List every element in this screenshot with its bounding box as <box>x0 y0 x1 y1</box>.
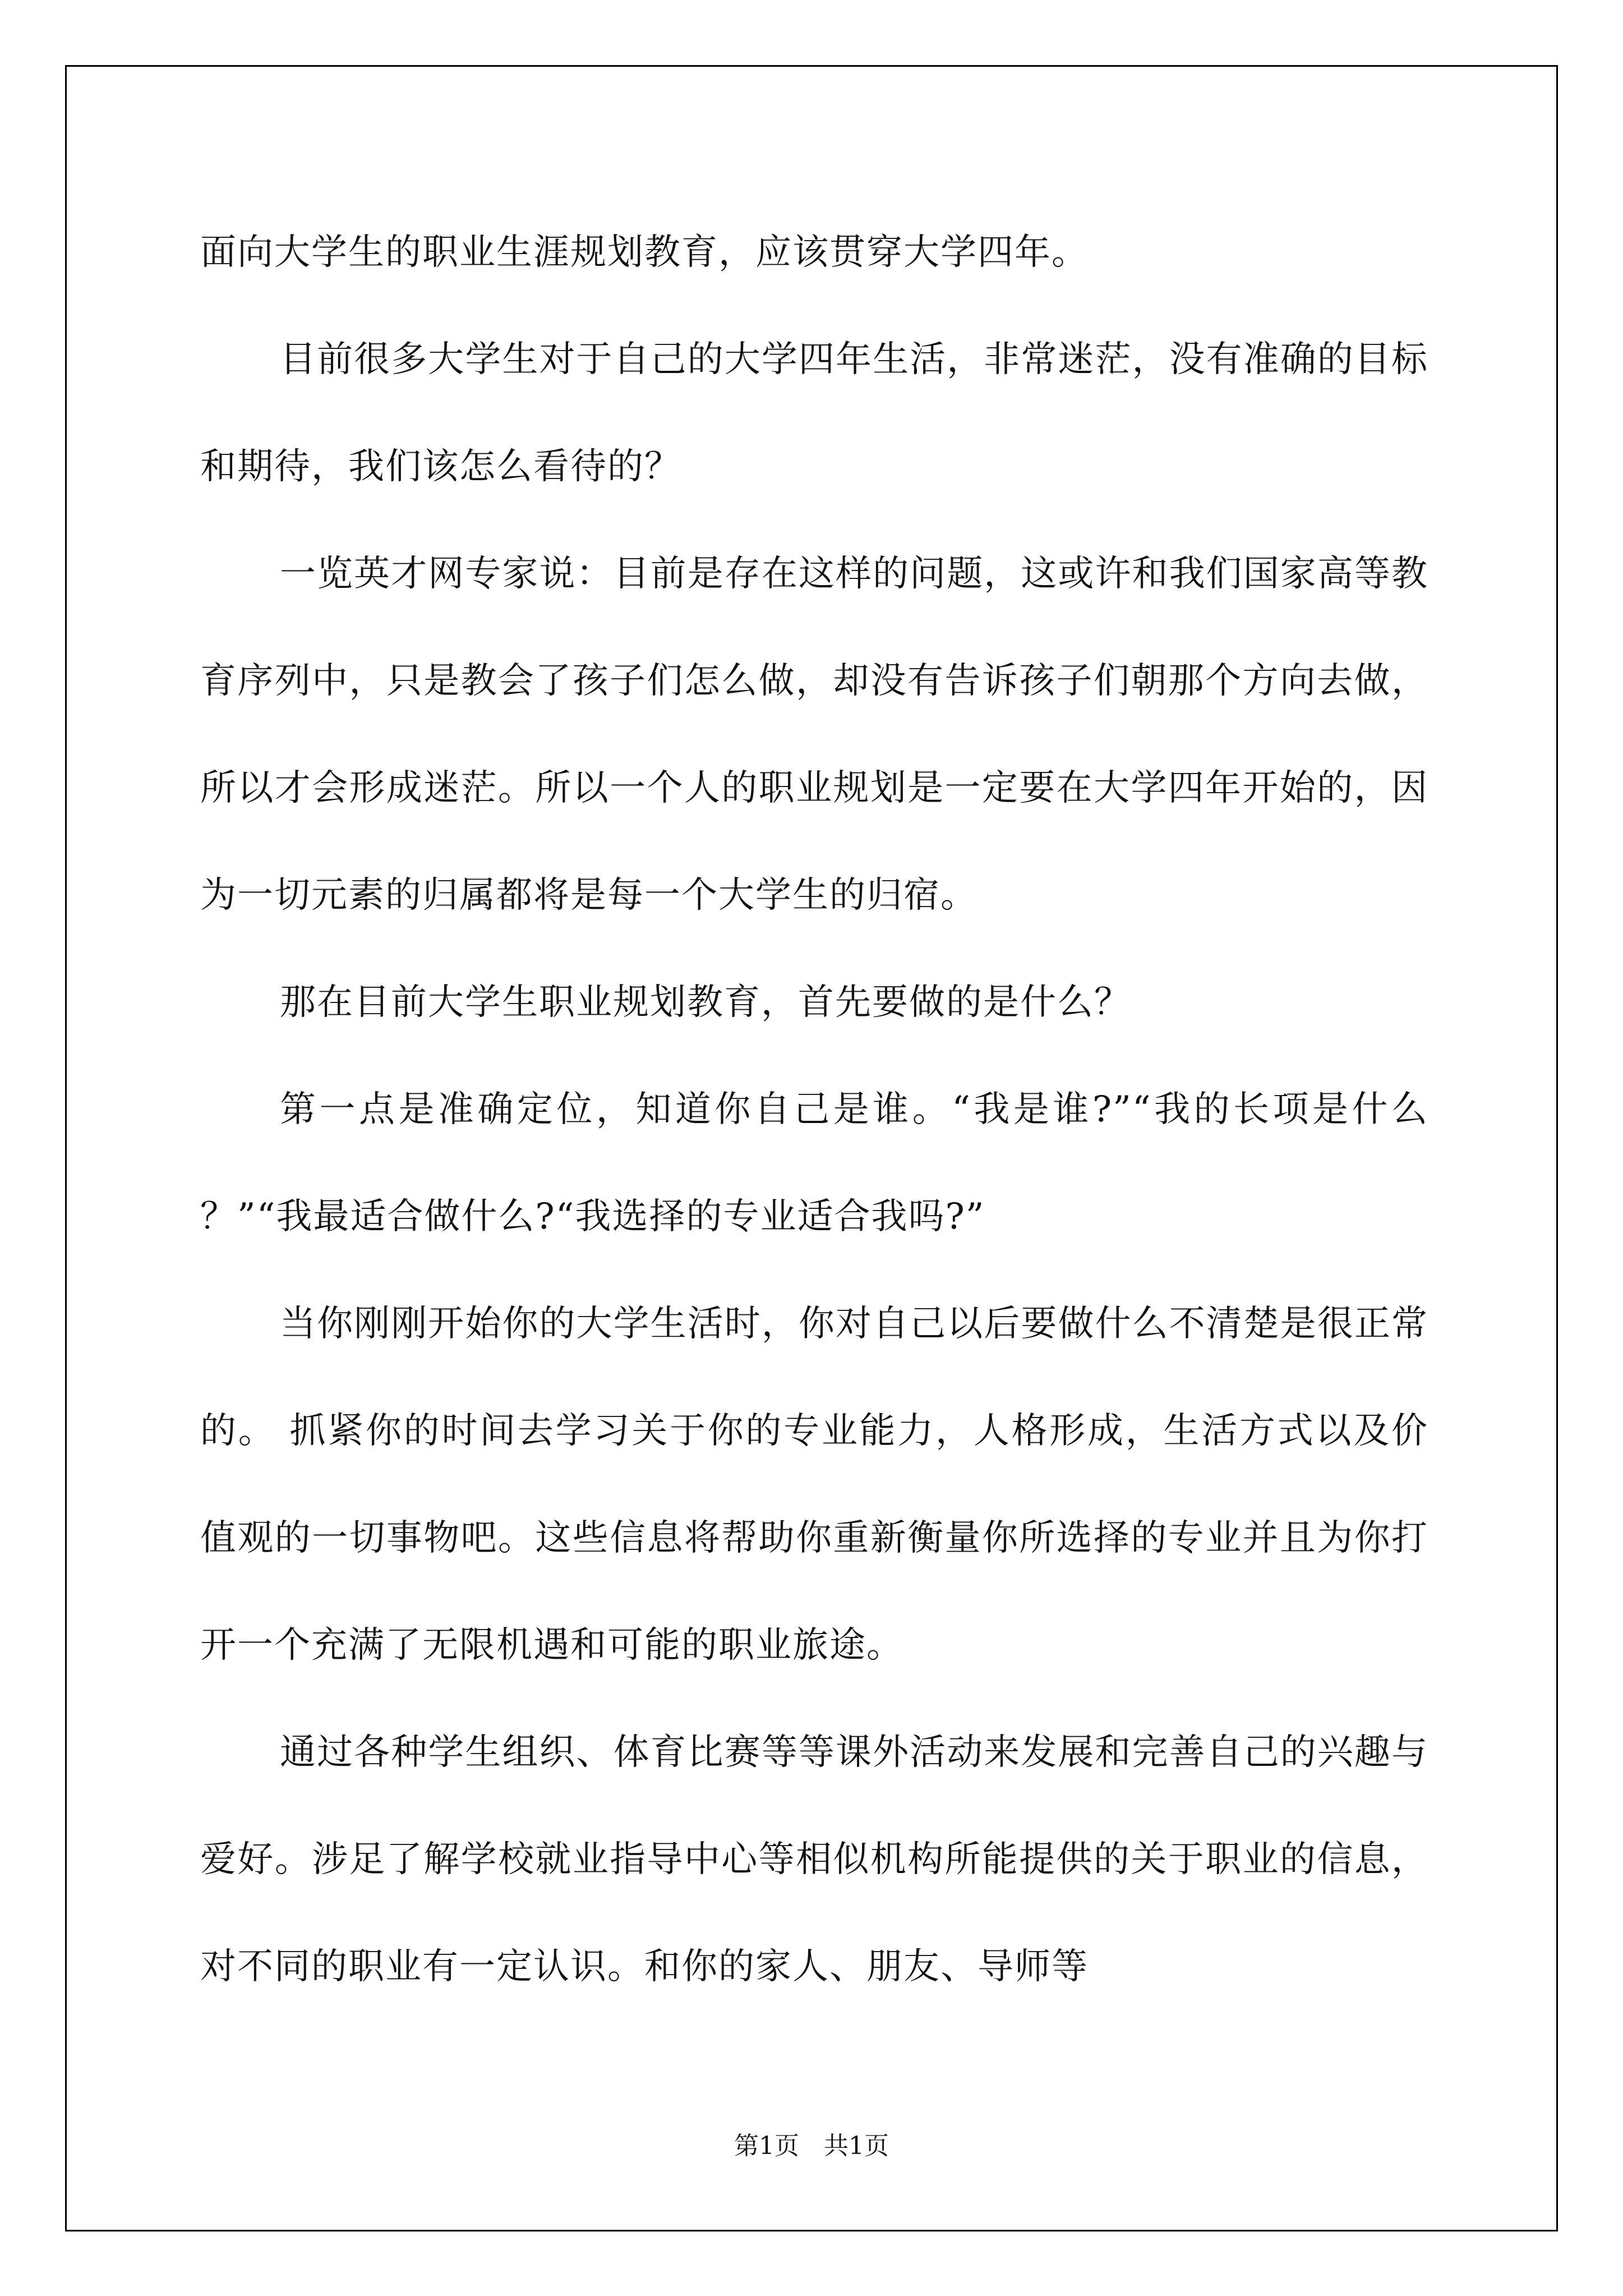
document-body <box>200 199 1428 2021</box>
paragraph-2: 目前很多大学生对于自己的大学四年生活，非常迷茫，没有准确的目标和期待，我们该怎么看待的？ <box>200 339 1428 487</box>
paragraph-6: 当你刚刚开始你的大学生活时，你对自己以后要做什么不清楚是很正常的。 抓紧你的时间去学习关于你的专业能力，人格形成，生活方式以及价值观的一切事物吧。这些信息将帮助你重新衡量你所选择的专业并且为你打开一个充满了无限机遇和可能的职业旅途。 <box>200 1303 1428 1666</box>
paragraph-7: 通过各种学生组织、体育比赛等等课外活动来发展和完善自己的兴趣与爱好。涉足了解学校就业指导中心等相似机构所能提供的关于职业的信息，对不同的职业有一定认识。和你的家人、朋友、导师等 <box>200 1732 1428 1987</box>
paragraph-5: 第一点是准确定位，知道你自己是谁。“我是谁?”“我的长项是什么 ？”“我最适合做什么?“我选择的专业适合我吗?” <box>200 1089 1428 1237</box>
paragraph-4: 那在目前大学生职业规划教育，首先要做的是什么？ <box>280 982 1131 1023</box>
page-number-footer: 第1页 共1页 <box>734 2132 889 2160</box>
paragraph-3: 一览英才网专家说：目前是存在这样的问题，这或许和我们国家高等教育序列中，只是教会了孩子们怎么做，却没有告诉孩子们朝那个方向去做，所以才会形成迷茫。所以一个人的职业规划是一定要在大学四年开始的，因为一切元素的归属都将是每一个大学生的归宿。 <box>200 553 1428 916</box>
paragraph-1: 面向大学生的职业生涯规划教育，应该贯穿大学四年。 <box>200 232 1089 273</box>
